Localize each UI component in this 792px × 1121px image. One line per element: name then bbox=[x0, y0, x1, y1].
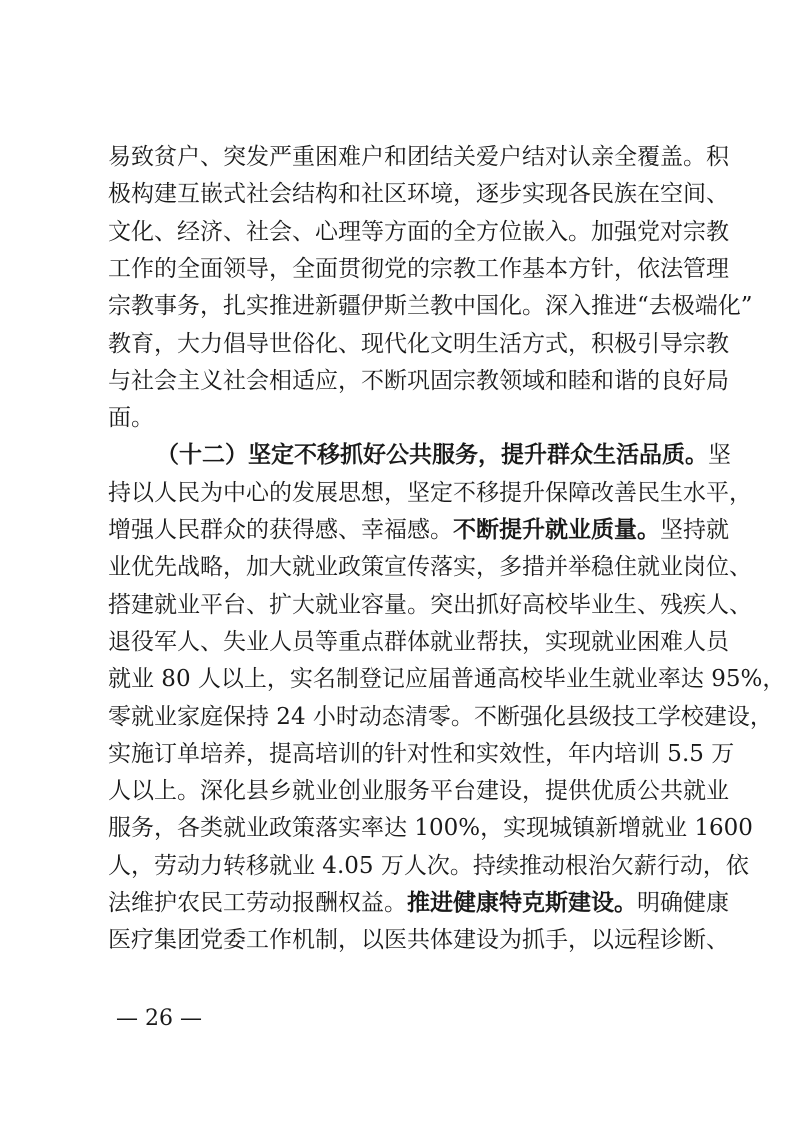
paragraph-line: 服务，各类就业政策落实率达 100%，实现城镇新增就业 1600 bbox=[108, 815, 753, 841]
paragraph-text: 坚持就 bbox=[660, 517, 729, 543]
paragraph-line: 易致贫户、突发严重困难户和团结关爱户结对认亲全覆盖。积 bbox=[108, 144, 729, 170]
paragraph-line: 持以人民为中心的发展思想，坚定不移提升保障改善民生水平， bbox=[108, 480, 752, 506]
paragraph-line: 就业 80 人以上，实名制登记应届普通高校毕业生就业率达 95%， bbox=[108, 666, 786, 692]
paragraph-line: 人以上。深化县乡就业创业服务平台建设，提供优质公共就业 bbox=[108, 778, 729, 804]
paragraph-line: 宗教事务，扎实推进新疆伊斯兰教中国化。深入推进“去极端化” bbox=[108, 293, 753, 319]
page-number: — 26 — bbox=[116, 1006, 202, 1031]
paragraph-line: 极构建互嵌式社会结构和社区环境，逐步实现各民族在空间、 bbox=[108, 181, 729, 207]
subheading-health: 推进健康特克斯建设。 bbox=[407, 889, 637, 916]
paragraph-line: 零就业家庭保持 24 小时动态清零。不断强化县级技工学校建设， bbox=[108, 704, 773, 730]
paragraph-text: 法维护农民工劳动报酬权益。 bbox=[108, 890, 407, 916]
paragraph-line: 人，劳动力转移就业 4.05 万人次。持续推动根治欠薪行动，依 bbox=[108, 853, 749, 879]
paragraph-line: 退役军人、失业人员等重点群体就业帮扶，实现就业困难人员 bbox=[108, 629, 729, 655]
paragraph-line: 搭建就业平台、扩大就业容量。突出抓好高校毕业生、残疾人、 bbox=[108, 592, 752, 618]
section-heading-line bbox=[156, 440, 731, 470]
paragraph-line: 工作的全面领导，全面贯彻党的宗教工作基本方针，依法管理 bbox=[108, 256, 729, 282]
paragraph-line: 文化、经济、社会、心理等方面的全方位嵌入。加强党对宗教 bbox=[108, 219, 729, 245]
paragraph-line: 医疗集团党委工作机制，以医共体建设为抓手，以远程诊断、 bbox=[108, 927, 729, 953]
paragraph-line: 面。 bbox=[108, 405, 154, 431]
paragraph-text: 坚 bbox=[708, 442, 731, 468]
subheading-employment: 不断提升就业质量。 bbox=[453, 516, 660, 543]
paragraph-text: 增强人民群众的获得感、幸福感。 bbox=[108, 517, 453, 543]
paragraph-text: 明确健康 bbox=[637, 890, 729, 916]
paragraph-line: 实施订单培养，提高培训的针对性和实效性，年内培训 5.5 万 bbox=[108, 741, 735, 767]
section-heading: （十二）坚定不移抓好公共服务，提升群众生活品质。 bbox=[156, 441, 708, 468]
paragraph-line: 与社会主义社会相适应，不断巩固宗教领域和睦和谐的良好局 bbox=[108, 368, 729, 394]
paragraph-line bbox=[108, 888, 729, 918]
paragraph-line bbox=[108, 515, 729, 545]
paragraph-line: 教育，大力倡导世俗化、现代化文明生活方式，积极引导宗教 bbox=[108, 331, 729, 357]
paragraph-line: 业优先战略，加大就业政策宣传落实，多措并举稳住就业岗位、 bbox=[108, 554, 752, 580]
